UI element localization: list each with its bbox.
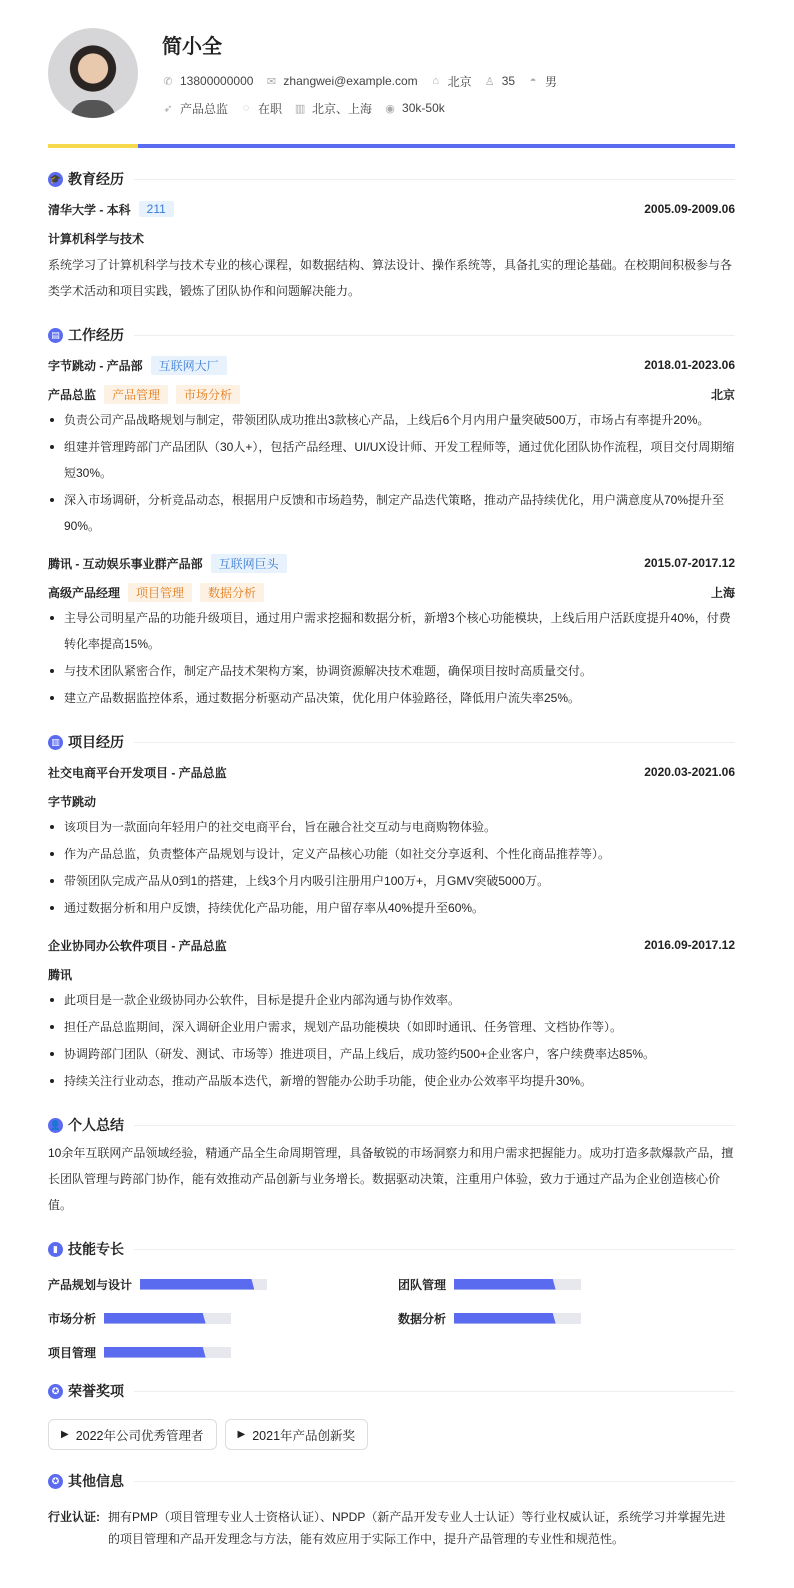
education-section-icon: 🎓 [48, 172, 63, 187]
phone: 13800000000 [180, 74, 254, 88]
skills-grid [48, 1276, 735, 1360]
list-item: 作为产品总监，负责整体产品规划与设计，定义产品核心功能（如社交分享返利、个性化商品推荐等）。 [48, 841, 735, 867]
avatar [48, 28, 138, 118]
bullet-list [48, 987, 735, 1094]
company-title: 字节跳动 - 产品部 [48, 358, 143, 373]
section-title: 技能专长 [68, 1241, 124, 1257]
location: 北京 [710, 387, 735, 402]
list-item: 该项目为一款面向年轻用户的社交电商平台，旨在融合社交互动与电商购物体验。 [48, 814, 735, 840]
skills-section-icon: ▮ [48, 1242, 63, 1257]
skill-name: 团队管理 [398, 1277, 447, 1292]
awards-list [48, 1419, 735, 1450]
bullet-list [48, 407, 735, 539]
role-row [48, 582, 735, 602]
projects-section-icon: ▥ [48, 735, 63, 750]
list-item: 主导公司明星产品的功能升级项目，通过用户需求挖掘和数据分析，新增3个核心功能模块，上线后用户活跃度提升40%，付费转化率提高15%。 [48, 605, 735, 657]
summary-section-icon: 👤 [48, 1118, 63, 1133]
project-title: 社交电商平台开发项目 - 产品总监 [48, 765, 227, 780]
role-tag: 产品管理 [104, 385, 168, 404]
list-item: 与技术团队紧密合作，制定产品技术架构方案，协调资源解决技术难题，确保项目按时高质量交付。 [48, 658, 735, 684]
date-range: 2016.09-2017.12 [644, 938, 735, 952]
other-section-icon: ✪ [48, 1474, 63, 1489]
contact-row [162, 74, 569, 88]
header-divider [48, 144, 735, 148]
company-tag: 互联网巨头 [211, 554, 287, 573]
skill-bar [140, 1279, 267, 1290]
list-item: 担任产品总监期间，深入调研企业用户需求，规划产品功能模块（如即时通讯、任务管理、文档协作等）。 [48, 1014, 735, 1040]
section-divider [134, 742, 735, 743]
date-range: 2018.01-2023.06 [644, 358, 735, 372]
list-item: 组建并管理跨部门产品团队（30人+），包括产品经理、UI/UX设计师、开发工程师等，通过优化团队协作流程，项目交付周期缩短30%。 [48, 434, 735, 486]
gender: 男 [545, 74, 558, 89]
age: 35 [501, 74, 516, 88]
list-item: 深入市场调研，分析竞品动态，根据用户反馈和市场趋势，制定产品迭代策略，推动产品持续优化，用户满意度从70%提升至90%。 [48, 487, 735, 539]
project-header [48, 935, 735, 955]
section-divider [134, 335, 735, 336]
resume-content [48, 168, 735, 1550]
other-info-key: 行业认证: [48, 1510, 100, 1524]
award-item [48, 1419, 217, 1450]
section-title: 教育经历 [68, 171, 124, 187]
section-divider [134, 1391, 735, 1392]
play-icon: ▶ [61, 1429, 69, 1440]
target-city: 北京、上海 [312, 101, 373, 116]
project-company: 腾讯 [48, 967, 73, 982]
section-title: 工作经历 [68, 327, 124, 343]
skill-bar [104, 1347, 231, 1358]
other-info-value: 拥有PMP（项目管理专业人士资格认证）、NPDP（新产品开发专业人士认证）等行业权威认证，系统学习并掌握先进的项目管理和产品开发理念与方法，能有效应用于实际工作中，提升产品管理的专业性和规范性。 [108, 1510, 726, 1546]
salary: 30k-50k [402, 101, 445, 115]
date-range: 2015.07-2017.12 [644, 556, 735, 570]
list-item: 持续关注行业动态，推动产品版本迭代，新增的智能办公助手功能，使企业办公效率平均提升30%。 [48, 1068, 735, 1094]
education-description: 系统学习了计算机科学与技术专业的核心课程，如数据结构、算法设计、操作系统等，具备扎实的理论基础。在校期间积极参与各类学术活动和项目实践，锻炼了团队协作和问题解决能力。 [48, 258, 733, 298]
email: zhangwei@example.com [283, 74, 418, 88]
skill-name: 项目管理 [48, 1345, 97, 1360]
company-block [48, 356, 227, 375]
salary-icon: ◉ [385, 102, 395, 115]
phone-icon: ✆ [163, 75, 173, 88]
school-tag: 211 [139, 201, 174, 217]
job-intent-row [162, 101, 569, 115]
building-icon: ▥ [294, 102, 306, 115]
city: 北京 [447, 74, 472, 89]
skill-bar-fill [140, 1279, 254, 1290]
skill-name: 产品规划与设计 [48, 1277, 133, 1292]
skill-bar-fill [454, 1313, 556, 1324]
section-title: 个人总结 [68, 1117, 124, 1133]
section-header-education [48, 168, 735, 190]
list-item: 建立产品数据监控体系，通过数据分析驱动产品决策，优化用户体验路径，降低用户流失率25%。 [48, 685, 735, 711]
section-header-skills [48, 1238, 735, 1260]
work-section-icon: ▤ [48, 328, 63, 343]
list-item: 此项目是一款企业级协同办公软件，目标是提升企业内部沟通与协作效率。 [48, 987, 735, 1013]
mail-icon: ✉ [266, 75, 277, 88]
home-icon: ⌂ [432, 75, 439, 87]
section-header-summary [48, 1114, 735, 1136]
send-icon: ➶ [163, 102, 173, 115]
other-info-row [48, 1506, 735, 1550]
award-label: 2021年产品创新奖 [252, 1428, 356, 1443]
play-icon: ▶ [237, 1429, 246, 1440]
position: 产品总监 [180, 101, 229, 116]
skill-item [48, 1310, 398, 1326]
role-block [48, 583, 264, 602]
age-icon: ♙ [484, 75, 495, 88]
date-range: 2005.09-2009.06 [644, 202, 735, 216]
role-row [48, 384, 735, 404]
section-divider [134, 1249, 735, 1250]
section-header-other [48, 1470, 735, 1492]
bullet-list [48, 605, 735, 711]
role-tag: 项目管理 [128, 583, 192, 602]
company-tag: 互联网大厂 [151, 356, 227, 375]
award-item [225, 1419, 369, 1450]
status: 在职 [258, 101, 283, 116]
list-item: 通过数据分析和用户反馈，持续优化产品功能，用户留存率从40%提升至60%。 [48, 895, 735, 921]
skill-bar [454, 1313, 581, 1324]
skill-item [398, 1276, 735, 1292]
role-block [48, 385, 240, 404]
major: 计算机科学与技术 [48, 231, 145, 246]
job-header [48, 553, 735, 573]
skill-item [398, 1310, 735, 1326]
list-item: 负责公司产品战略规划与制定，带领团队成功推出3款核心产品，上线后6个月内用户量突破500万，市场占有率提升20%。 [48, 407, 735, 433]
skill-bar [454, 1279, 581, 1290]
section-header-work [48, 324, 735, 346]
bullet-list [48, 814, 735, 921]
section-title: 项目经历 [68, 734, 124, 750]
section-divider [134, 179, 735, 180]
gender-icon: ◓ [529, 75, 537, 87]
award-label: 2022年公司优秀管理者 [75, 1428, 204, 1443]
date-range: 2020.03-2021.06 [644, 765, 735, 779]
education-header [48, 199, 735, 219]
skill-item [48, 1276, 398, 1292]
company-block [48, 554, 287, 573]
section-divider [134, 1481, 735, 1482]
candidate-name: 简小全 [162, 36, 222, 58]
role: 产品总监 [48, 387, 97, 402]
company-title: 腾讯 - 互动娱乐事业群产品部 [48, 556, 203, 571]
project-header [48, 762, 735, 782]
role-tag: 市场分析 [176, 385, 240, 404]
role-tag: 数据分析 [200, 583, 264, 602]
section-title: 荣誉奖项 [68, 1383, 124, 1399]
role: 高级产品经理 [48, 585, 121, 600]
section-title: 其他信息 [68, 1473, 124, 1489]
skill-item [48, 1344, 398, 1360]
skill-bar-fill [104, 1313, 206, 1324]
skill-bar-fill [104, 1347, 206, 1358]
skill-name: 数据分析 [398, 1311, 447, 1326]
profile-header [48, 0, 735, 140]
section-header-projects [48, 731, 735, 753]
project-company: 字节跳动 [48, 794, 97, 809]
skill-bar [104, 1313, 231, 1324]
status-icon: ◌ [242, 102, 250, 114]
skill-name: 市场分析 [48, 1311, 97, 1326]
list-item: 协调跨部门团队（研发、测试、市场等）推进项目，产品上线后，成功签约500+企业客户，客户续费率达85%。 [48, 1041, 735, 1067]
section-header-awards [48, 1380, 735, 1402]
skill-bar-fill [454, 1279, 556, 1290]
job-header [48, 355, 735, 375]
section-divider [134, 1125, 735, 1126]
school-block [48, 201, 174, 218]
awards-section-icon: ✪ [48, 1384, 63, 1399]
summary-text: 10余年互联网产品领域经验，精通产品全生命周期管理，具备敏锐的市场洞察力和用户需求把握能力。成功打造多款爆款产品，擅长团队管理与跨部门协作，能有效推动产品创新与业务增长。数据驱动决策，注重用户体验，致力于通过产品为企业创造核心价值。 [48, 1146, 734, 1212]
school-title: 清华大学 - 本科 [48, 202, 131, 217]
list-item: 带领团队完成产品从0到1的搭建，上线3个月内吸引注册用户100万+，月GMV突破5000万。 [48, 868, 735, 894]
location: 上海 [710, 585, 735, 600]
project-title: 企业协同办公软件项目 - 产品总监 [48, 938, 227, 953]
